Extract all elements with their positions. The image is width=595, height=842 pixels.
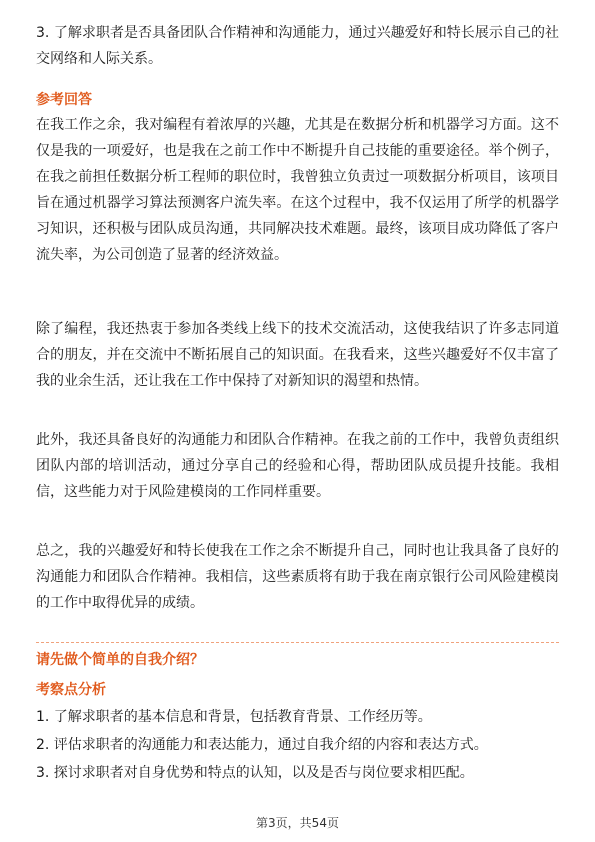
answer-paragraph-2: 除了编程，我还热衷于参加各类线上线下的技术交流活动，这使我结识了许多志同道合的朋友，并在交流中不断拓展自己的知识面。在我看来，这些兴趣爱好不仅丰富了我的业余生活，还让我在工作中保持了对新知识的渴望和热情。 (36, 321, 559, 389)
analysis-point-3: 3. 探讨求职者对自身优势和特点的认知，以及是否与岗位要求相匹配。 (36, 765, 474, 781)
reference-answer-heading: 参考回答 (36, 92, 92, 108)
section-divider (36, 642, 559, 643)
analysis-point-1: 1. 了解求职者的基本信息和背景，包括教育背景、工作经历等。 (36, 709, 432, 725)
question-heading: 请先做个简单的自我介绍？ (36, 652, 204, 668)
page-footer: 第3页，共54页 (256, 816, 339, 830)
analysis-point-2: 2. 评估求职者的沟通能力和表达能力，通过自我介绍的内容和表达方式。 (36, 737, 488, 753)
answer-paragraph-1: 在我工作之余，我对编程有着浓厚的兴趣，尤其是在数据分析和机器学习方面。这不仅是我的一项爱好，也是我在之前工作中不断提升自己技能的重要途径。举个例子，在我之前担任数据分析工程师的职位时，我曾独立负责过一项数据分析项目，该项目旨在通过机器学习算法预测客户流失率。在这个过程中，我不仅运用了所学的机器学习知识，还积极与团队成员沟通，共同解决技术难题。最终，该项目成功降低了客户流失率，为公司创造了显著的经济效益。 (36, 117, 559, 263)
analysis-heading: 考察点分析 (36, 682, 106, 698)
answer-paragraph-4: 总之，我的兴趣爱好和特长使我在工作之余不断提升自己，同时也让我具备了良好的沟通能力和团队合作精神。我相信，这些素质将有助于我在南京银行公司风险建模岗的工作中取得优异的成绩。 (36, 543, 559, 611)
intro-point-3: 3. 了解求职者是否具备团队合作精神和沟通能力，通过兴趣爱好和特长展示自己的社交网络和人际关系。 (36, 25, 559, 67)
answer-paragraph-3: 此外，我还具备良好的沟通能力和团队合作精神。在我之前的工作中，我曾负责组织团队内部的培训活动，通过分享自己的经验和心得，帮助团队成员提升技能。我相信，这些能力对于风险建模岗的工作同样重要。 (36, 432, 559, 500)
